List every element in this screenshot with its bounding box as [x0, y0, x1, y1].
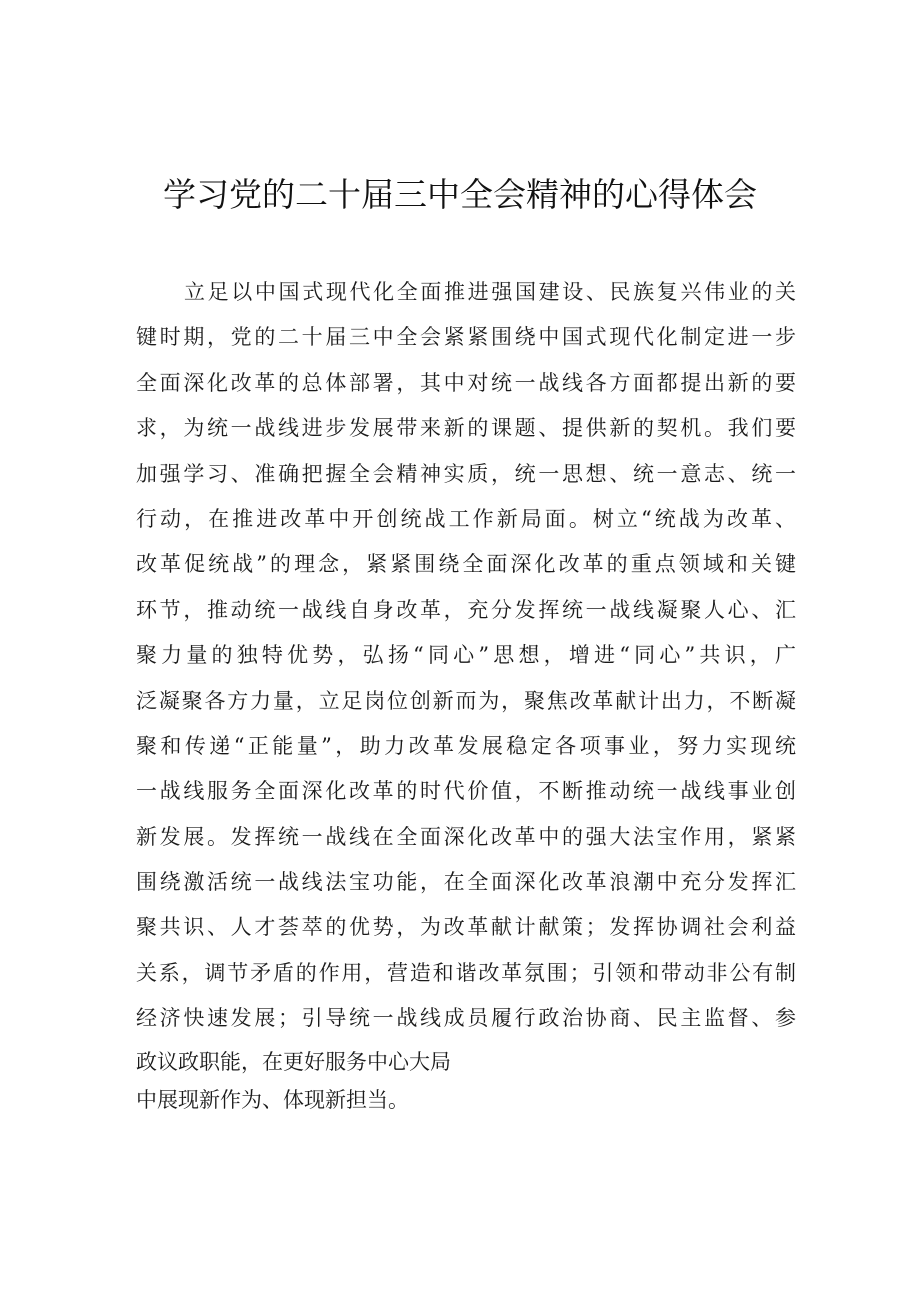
paragraph-line: 行动，在推进改革中开创统战工作新局面。树立“统战为改革、: [136, 506, 796, 531]
paragraph-line: 围绕激活统一战线法宝功能，在全面深化改革浪潮中充分发挥汇: [136, 870, 796, 895]
paragraph-line: 加强学习、准确把握全会精神实质，统一思想、统一意志、统一: [136, 461, 796, 486]
paragraph-line: 聚共识、人才荟萃的优势，为改革献计献策；发挥协调社会利益: [136, 915, 796, 940]
paragraph-line: 立足以中国式现代化全面推进强国建设、民族复兴伟业的关: [184, 280, 796, 304]
paragraph-line: 全面深化改革的总体部署，其中对统一战线各方面都提出新的要: [136, 370, 796, 395]
paragraph-line: 新发展。发挥统一战线在全面深化改革中的强大法宝作用，紧紧: [136, 824, 796, 849]
document-title: 学习党的二十届三中全会精神的心得体会: [163, 175, 757, 214]
paragraph-line: 改革促统战”的理念，紧紧围绕全面深化改革的重点领域和关键: [136, 552, 796, 577]
body-paragraph: [136, 270, 796, 1118]
paragraph-line: 求，为统一战线进步发展带来新的课题、提供新的契机。我们要: [136, 416, 796, 441]
paragraph-line: 聚力量的独特优势，弘扬“同心”思想，增进“同心”共识，广: [136, 643, 796, 668]
paragraph-line: 环节，推动统一战线自身改革，充分发挥统一战线凝聚人心、汇: [136, 597, 796, 622]
paragraph-line: 中展现新作为、体现新担当。: [136, 1087, 409, 1112]
paragraph-line: 一战线服务全面深化改革的时代价值，不断推动统一战线事业创: [136, 779, 796, 804]
paragraph-line: 经济快速发展；引导统一战线成员履行政治协商、民主监督、参: [136, 1006, 796, 1031]
paragraph-line: 键时期，党的二十届三中全会紧紧围绕中国式现代化制定进一步: [136, 325, 796, 350]
paragraph-line: 聚和传递“正能量”，助力改革发展稳定各项事业，努力实现统: [136, 733, 796, 758]
paragraph-line: 关系，调节矛盾的作用，营造和谐改革氛围；引领和带动非公有制: [136, 960, 796, 985]
paragraph-line: 政议政职能，在更好服务中心大局: [136, 1049, 451, 1074]
paragraph-line: 泛凝聚各方力量，立足岗位创新而为，聚焦改革献计出力，不断凝: [136, 688, 796, 713]
